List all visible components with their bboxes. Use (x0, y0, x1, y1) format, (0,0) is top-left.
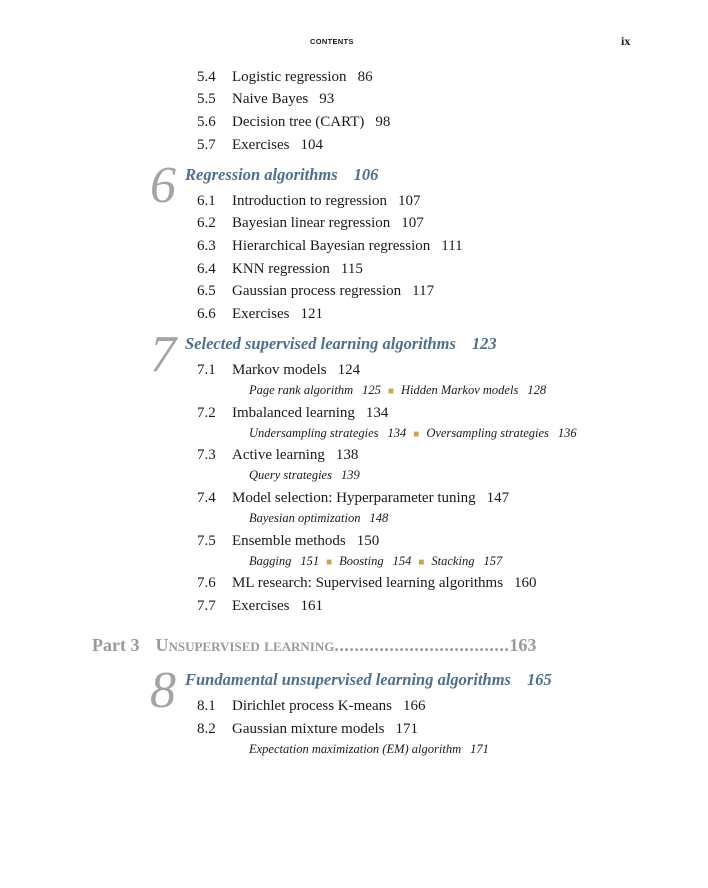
section-title: Bayesian linear regression (232, 215, 391, 231)
toc-entry (197, 719, 418, 739)
toc-entry (197, 531, 379, 551)
chapter-heading (185, 334, 497, 354)
subsection-line (249, 467, 360, 483)
subsection-title: Page rank algorithm (249, 383, 354, 397)
section-page: 93 (319, 91, 335, 107)
toc-entry (197, 488, 509, 508)
section-page: 86 (357, 69, 373, 85)
section-page: 111 (441, 238, 463, 254)
section-page: 138 (335, 447, 359, 463)
part-page: 163 (509, 635, 537, 655)
subsection-line (249, 553, 502, 571)
toc-entry (197, 573, 537, 593)
toc-entry (197, 89, 334, 109)
subsection-line (249, 382, 546, 400)
section-page: 147 (486, 490, 510, 506)
section-page: 134 (365, 405, 389, 421)
section-number: 5.5 (197, 91, 216, 107)
section-number: 7.1 (197, 362, 216, 378)
section-page: 171 (395, 721, 418, 737)
section-number: 7.3 (197, 447, 216, 463)
section-number: 6.4 (197, 261, 216, 277)
subsection-page: 157 (483, 554, 503, 568)
subsection-title: Boosting (339, 554, 384, 568)
section-title: Hierarchical Bayesian regression (232, 238, 431, 254)
section-number: 6.6 (197, 306, 216, 322)
toc-entry (197, 596, 323, 616)
toc-entry (197, 281, 434, 301)
subsection-title: Oversampling strategies (426, 426, 549, 440)
section-page: 98 (375, 114, 391, 130)
section-title: Introduction to regression (232, 193, 387, 209)
section-page: 107 (397, 193, 421, 209)
section-title: Imbalanced learning (232, 405, 355, 421)
page-number: ix (621, 34, 631, 48)
subsection-page: 154 (392, 554, 412, 568)
toc-entry (197, 213, 424, 233)
toc-entry (197, 259, 363, 279)
part-leader-dots: ................................... (334, 635, 510, 655)
section-number: 5.6 (197, 114, 216, 130)
subsection-page: 128 (527, 383, 547, 397)
toc-entry (197, 135, 323, 155)
toc-entry (197, 67, 373, 87)
section-title: Dirichlet process K-means (232, 698, 392, 714)
toc-entry (197, 696, 425, 716)
chapter-number: 7 (150, 326, 176, 383)
part-heading (92, 634, 536, 656)
section-page: 124 (337, 362, 361, 378)
section-number: 6.3 (197, 238, 216, 254)
chapter-page: 165 (526, 670, 552, 689)
section-number: 5.4 (197, 69, 216, 85)
section-number: 8.1 (197, 698, 216, 714)
section-title: KNN regression (232, 261, 330, 277)
running-title: CONTENTS (310, 37, 354, 46)
section-title: ML research: Supervised learning algorithms (232, 575, 504, 591)
chapter-heading (185, 165, 378, 185)
section-title: Active learning (232, 447, 325, 463)
subsection-title: Bayesian optimization (249, 511, 361, 525)
section-number: 6.2 (197, 215, 216, 231)
chapter-page: 106 (353, 165, 379, 184)
section-title: Naive Bayes (232, 91, 309, 107)
subsection-page: 148 (369, 511, 389, 525)
section-title: Model selection: Hyperparameter tuning (232, 490, 476, 506)
subsection-page: 171 (470, 742, 489, 756)
subsection-title: Stacking (431, 554, 475, 568)
section-page: 115 (340, 261, 363, 277)
section-number: 7.7 (197, 598, 216, 614)
toc-entry (197, 360, 360, 380)
section-number: 6.1 (197, 193, 216, 209)
section-number: 6.5 (197, 283, 216, 299)
subsection-page: 125 (362, 383, 381, 397)
separator-dot: ■ (418, 557, 425, 568)
toc-entry (197, 191, 420, 211)
subsection-line (249, 510, 388, 526)
subsection-page: 136 (557, 426, 577, 440)
section-number: 8.2 (197, 721, 216, 737)
separator-dot: ■ (326, 557, 333, 568)
section-title: Exercises (232, 137, 290, 153)
section-page: 117 (412, 283, 435, 299)
subsection-title: Query strategies (249, 468, 332, 482)
toc-entry (197, 304, 323, 324)
subsection-page: 134 (387, 426, 407, 440)
section-number: 7.4 (197, 490, 216, 506)
section-page: 160 (514, 575, 537, 591)
subsection-page: 151 (300, 554, 320, 568)
section-page: 107 (401, 215, 424, 231)
toc-entry (197, 112, 390, 132)
toc-entry (197, 403, 388, 423)
separator-dot: ■ (387, 386, 394, 397)
subsection-line (249, 425, 577, 443)
section-title: Markov models (232, 362, 327, 378)
chapter-title: Fundamental unsupervised learning algorithms (185, 670, 511, 689)
section-title: Gaussian process regression (232, 283, 402, 299)
section-page: 104 (300, 137, 323, 153)
section-title: Exercises (232, 598, 290, 614)
chapter-title: Selected supervised learning algorithms (185, 334, 456, 353)
section-title: Decision tree (CART) (232, 114, 365, 130)
part-title: Unsupervised learning (155, 635, 335, 655)
toc-entry (197, 445, 358, 465)
subsection-title: Expectation maximization (EM) algorithm (249, 742, 462, 756)
section-title: Logistic regression (232, 69, 347, 85)
section-number: 7.5 (197, 533, 216, 549)
section-page: 166 (402, 698, 426, 714)
subsection-line (249, 741, 489, 757)
chapter-number: 8 (150, 662, 176, 719)
chapter-number: 6 (150, 157, 176, 214)
section-page: 121 (300, 306, 323, 322)
section-title: Exercises (232, 306, 290, 322)
chapter-title: Regression algorithms (185, 165, 338, 184)
chapter-heading (185, 670, 552, 690)
subsection-title: Hidden Markov models (400, 383, 519, 397)
section-number: 7.6 (197, 575, 216, 591)
section-title: Gaussian mixture models (232, 721, 385, 737)
chapter-page: 123 (471, 334, 497, 353)
section-page: 161 (300, 598, 323, 614)
section-number: 7.2 (197, 405, 216, 421)
section-page: 150 (356, 533, 380, 549)
subsection-page: 139 (340, 468, 360, 482)
toc-entry (197, 236, 463, 256)
subsection-title: Undersampling strategies (249, 426, 379, 440)
section-number: 5.7 (197, 137, 216, 153)
subsection-title: Bagging (249, 554, 292, 568)
separator-dot: ■ (413, 429, 420, 440)
part-label: Part 3 (92, 635, 140, 655)
section-title: Ensemble methods (232, 533, 346, 549)
